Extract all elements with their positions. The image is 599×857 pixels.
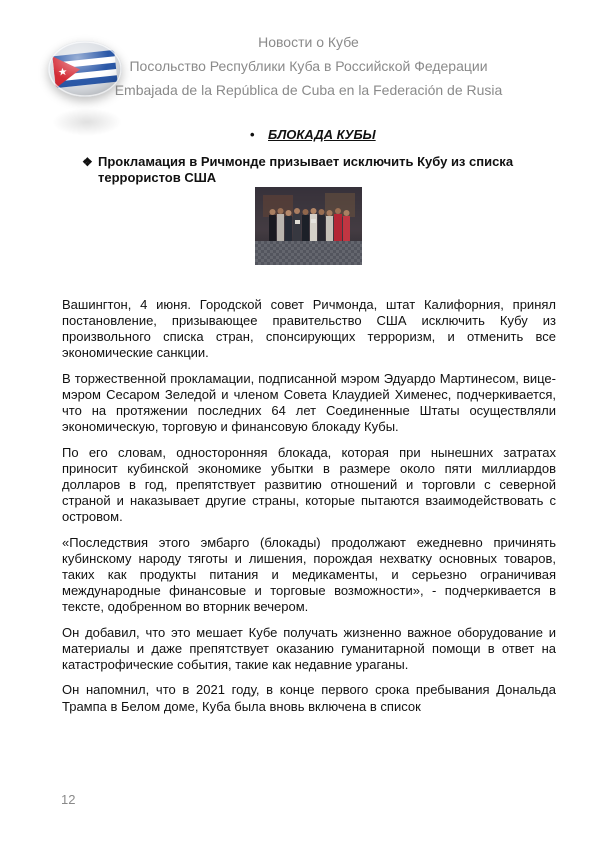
paragraph: Он напомнил, что в 2021 году, в конце первого срока пребывания Дональда Трампа в Белом доме, Куба была вновь включена в список <box>62 682 556 714</box>
header-embassy-es: Embajada de la República de Cuba en la Federación de Rusia <box>114 82 503 98</box>
diamond-bullet-icon: ❖ <box>82 155 93 169</box>
header-title: Новости о Кубе <box>258 34 359 50</box>
bullet-icon: • <box>250 127 255 142</box>
paragraph: В торжественной прокламации, подписанной мэром Эдуардо Мартинесом, вице-мэром Сесаром Зеледой и членом Совета Клаудией Хименес, подчеркивается, что на протяжении последних 64 лет Соединенные Штаты осуществляли экономическую, торговую и финансовую блокаду Кубы. <box>62 370 556 435</box>
article-title-text: Прокламация в Ричмонде призывает исключить Кубу из списка террористов США <box>98 154 514 185</box>
article-title <box>82 154 562 186</box>
paragraph: Он добавил, что это мешает Кубе получать жизненно важное оборудование и материалы и даже препятствует оказанию гуманитарной помощи в ответ на катастрофические события, такие как недавние ураганы. <box>62 624 556 672</box>
emblem-shadow <box>52 108 122 136</box>
article-photo <box>255 187 362 265</box>
paragraph: «Последствия этого эмбарго (блокады) продолжают ежедневно причинять кубинскому народу тяготы и лишения, порождая нехватку основных товаров, таких как продукты питания и медикаменты, и серьезно ограничивая международные финансовые и торговые возможности», - подчеркивается в тексте, одобренном во вторник вечером. <box>62 534 556 615</box>
paragraph: По его словам, односторонняя блокада, которая при нынешних затратах приносит кубинской экономике убытки в размере около пяти миллиардов долларов в год, препятствует развитию отношений и торговли с северной страной и наказывает другие страны, которые пытаются взаимодействовать с островом. <box>62 444 556 525</box>
page-number: 12 <box>61 792 76 807</box>
paragraph: Вашингтон, 4 июня. Городской совет Ричмонда, штат Калифорния, принял постановление, призывающее правительство США исключить Кубу из произвольного списка стран, спонсирующих терроризм, и отменить все экономические санкции. <box>62 297 556 361</box>
page-header <box>0 30 599 102</box>
article-body <box>62 297 556 724</box>
header-embassy-ru: Посольство Республики Куба в Российской Федерации <box>129 58 488 74</box>
section-heading-text: БЛОКАДА КУБЫ <box>268 127 376 142</box>
section-heading <box>250 127 376 142</box>
